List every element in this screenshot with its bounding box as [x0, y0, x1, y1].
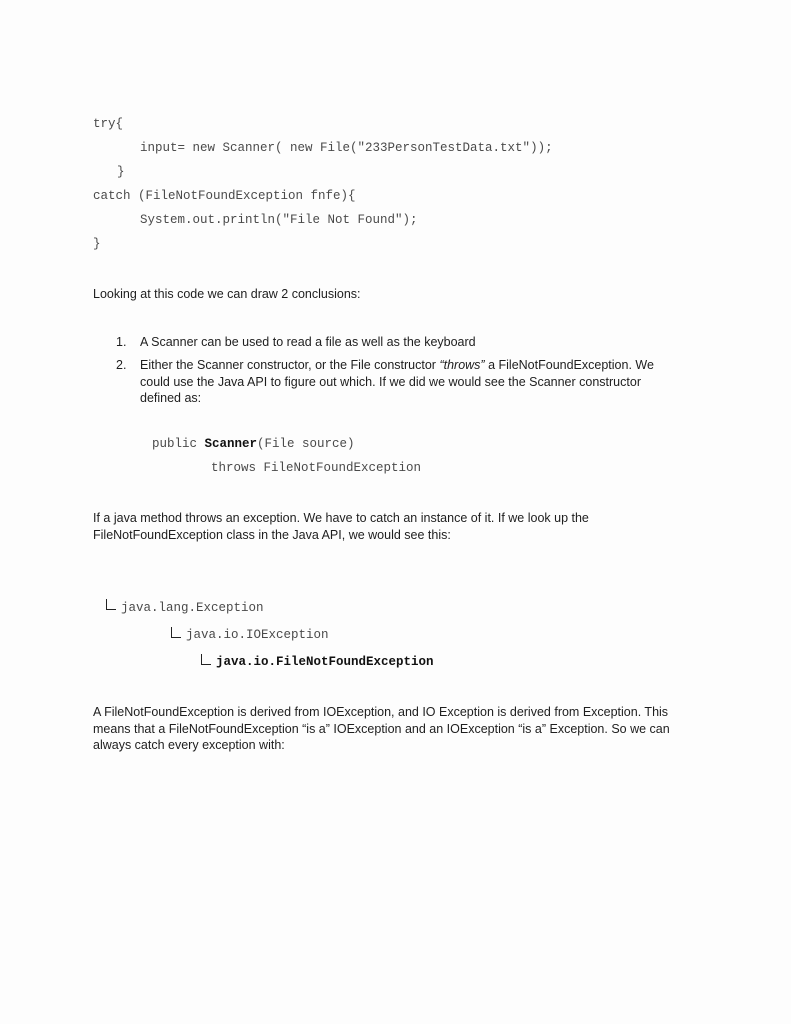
code-line-try: try{ — [93, 117, 124, 131]
tree-item-filenotfound: java.io.FileNotFoundException — [216, 655, 434, 669]
throws-emphasis: “throws” — [439, 358, 485, 372]
paragraph-derivation: A FileNotFoundException is derived from IOException, and IO Exception is derived from Exception. This means that a FileNotFoundException “is a” IOException and an IOException “is a” Exception. So we can always catch every exception with: — [93, 705, 670, 752]
code-line-close-try: } — [117, 165, 125, 179]
list-number: 2. — [116, 358, 127, 372]
tree-corner-icon — [201, 654, 211, 665]
list-text: Either the Scanner constructor, or the File constructor “throws” a FileNotFoundException. We could use the Java API to figure out which. If we did we would see the Scanner constructor defined as: — [140, 358, 654, 405]
tree-item-exception: java.lang.Exception — [121, 601, 264, 615]
constructor-throws: throws FileNotFoundException — [211, 461, 422, 475]
intro-paragraph: Looking at this code we can draw 2 conclusions: — [93, 287, 361, 301]
code-line-catch: catch (FileNotFoundException fnfe){ — [93, 189, 356, 203]
paragraph-api-lookup: If a java method throws an exception. We have to catch an instance of it. If we look up the FileNotFoundException class in the Java API, we would see this: — [93, 511, 589, 542]
code-line-close-catch: } — [93, 237, 101, 251]
code-line-scanner: input= new Scanner( new File("233PersonTestData.txt")); — [140, 141, 553, 155]
tree-corner-icon — [171, 627, 181, 638]
constructor-name: Scanner — [204, 437, 258, 451]
list-number: 1. — [116, 335, 127, 349]
list-text: A Scanner can be used to read a file as well as the keyboard — [140, 335, 476, 349]
tree-item-ioexception: java.io.IOException — [186, 628, 329, 642]
constructor-signature: public Scanner(File source) — [152, 437, 355, 451]
tree-corner-icon — [106, 599, 116, 610]
code-line-println: System.out.println("File Not Found"); — [140, 213, 418, 227]
